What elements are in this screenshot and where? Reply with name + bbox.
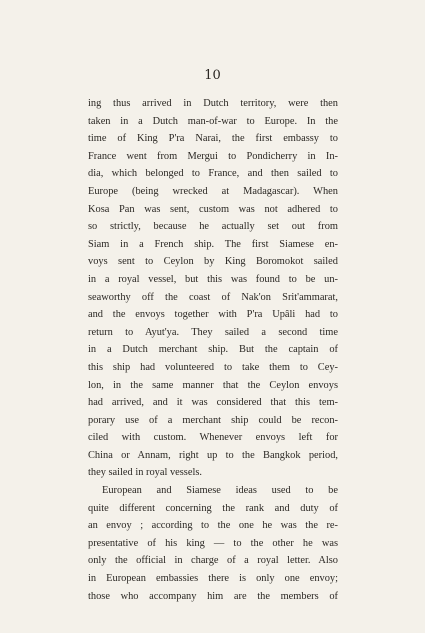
text-line: ciled with custom. Whenever envoys left for	[88, 432, 338, 444]
text-line: dia, which belonged to France, and then sailed to	[88, 168, 338, 180]
body-text	[88, 95, 338, 605]
text-line: taken in a Dutch man-of-war to Europe. In the	[88, 115, 338, 127]
text-line: France went from Mergui to Pondicherry in In-	[88, 150, 338, 162]
text-line: in a royal vessel, but this was found to be un-	[88, 273, 338, 285]
text-line: time of King P'ra Narai, the first embassy to	[88, 133, 338, 145]
text-line: so strictly, because he actually set out from	[88, 221, 338, 233]
text-line: voys sent to Ceylon by King Boromokot sailed	[88, 256, 338, 268]
text-line: had arrived, and it was considered that this tem-	[88, 397, 338, 409]
text-line: return to Ayut'ya. They sailed a second time	[88, 326, 338, 338]
text-line: Siam in a French ship. The first Siamese en-	[88, 238, 338, 250]
text-line: only the official in charge of a royal letter. Also	[88, 555, 338, 567]
text-line: Kosa Pan was sent, custom was not adhered to	[88, 203, 338, 215]
text-line: presentative of his king — to the other he was	[88, 537, 338, 549]
text-line: those who accompany him are the members of	[88, 590, 338, 602]
text-line: European and Siamese ideas used to be	[102, 485, 338, 497]
text-line: an envoy ; according to the one he was the re-	[88, 520, 338, 532]
text-line: China or Annam, right up to the Bangkok period,	[88, 449, 338, 461]
text-line: ing thus arrived in Dutch territory, were then	[88, 98, 338, 109]
text-line: this ship had volunteered to take them to Cey-	[88, 361, 338, 373]
text-line: they sailed in royal vessels.	[88, 467, 202, 479]
text-line: in a Dutch merchant ship. But the captain of	[88, 344, 338, 356]
text-line: seaworthy off the coast of Nak'on Srit'ammarat,	[88, 291, 338, 303]
page-number: 10	[204, 68, 221, 83]
text-line: porary use of a merchant ship could be recon-	[88, 414, 338, 426]
text-line: quite different concerning the rank and duty of	[88, 502, 338, 514]
text-line: and the envoys together with P'ra Upâli had to	[88, 309, 338, 321]
text-line: in European embassies there is only one envoy;	[88, 573, 338, 585]
text-line: lon, in the same manner that the Ceylon envoys	[88, 379, 338, 391]
text-line: Europe (being wrecked at Madagascar). When	[88, 185, 338, 197]
